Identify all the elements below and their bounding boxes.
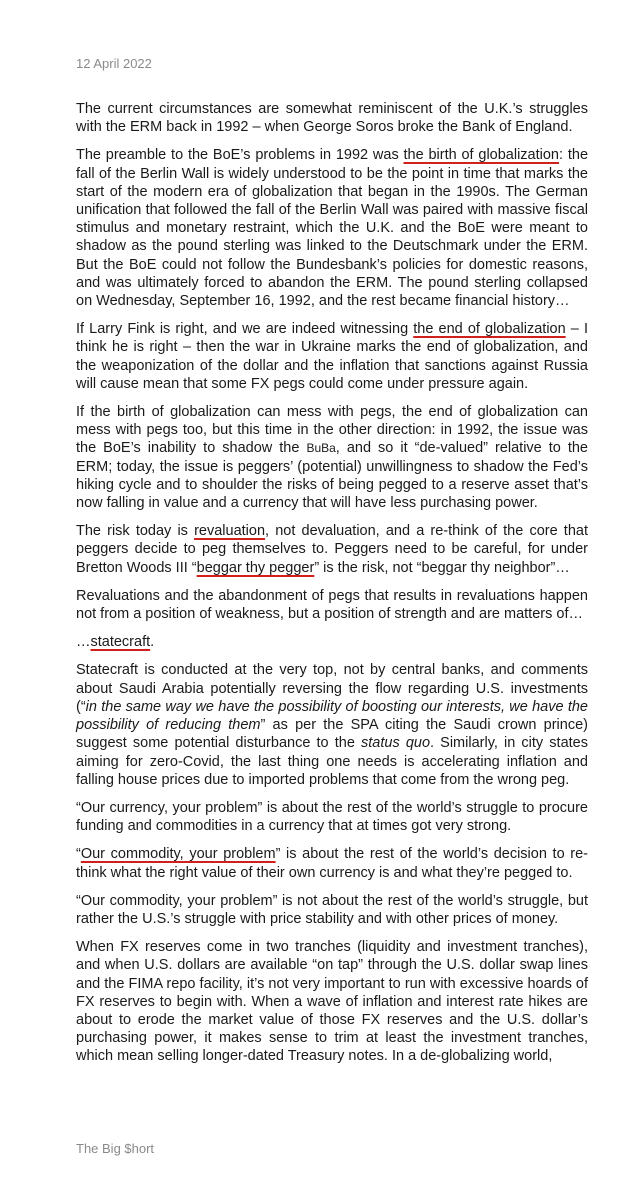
paragraph-5 <box>76 522 588 577</box>
paragraph-3-text-b: – I think he is right – then the war in Ukraine marks the end of globalization, and the weaponization of the dollar and the inflation that sanctions against Russia will cause mean that some FX pegs could come under pressure again. <box>76 321 588 392</box>
statecraft-link[interactable]: statecraft <box>90 634 151 651</box>
paragraph-3 <box>76 320 588 393</box>
paragraph-10 <box>76 845 588 881</box>
article-body <box>76 100 588 1076</box>
buba-term: BuBa <box>306 441 336 456</box>
paragraph-5-text-c: ” is the risk, not “beggar thy neighbor”… <box>314 559 570 576</box>
paragraph-4 <box>76 403 588 512</box>
paragraph-8-text-b: ” as per the SPA citing the Saudi crown prince) suggest some potential disturbance to the <box>76 717 588 752</box>
paragraph-8-text-c: . Similarly, in city states aiming for zero-Covid, the last thing one needs is accelerating inflation and falling house prices due to imported problems that come from the wrong peg. <box>76 735 588 788</box>
paragraph-7-text-a: … <box>76 634 91 651</box>
revaluation-link[interactable]: revaluation <box>194 523 266 540</box>
paragraph-8 <box>76 661 588 788</box>
paragraph-5-text-a: The risk today is <box>76 523 195 540</box>
paragraph-2 <box>76 146 588 310</box>
beggar-thy-pegger-link[interactable]: beggar thy pegger <box>196 559 315 576</box>
paragraph-5-text-b: , not devaluation, and a re-think of the core that peggers decide to peg themselves to. Peggers need to be careful, for under Bretton Woods III “ <box>76 523 588 576</box>
paragraph-11: “Our commodity, your problem” is not about the rest of the world’s struggle, but rather the U.S.’s struggle with price stability and with other prices of money. <box>76 892 588 927</box>
paragraph-4-text-b: , and so it “de-valued” relative to the ERM; today, the issue is peggers’ (potential) unwillingness to shadow the Fed’s hiking cycle and to shoulder the risks of being pegged to a reserve asset that’s now falling in value and a currency that will have less purchasing power. <box>76 440 588 512</box>
birth-of-globalization-link[interactable]: the birth of globalization <box>403 147 560 164</box>
report-date: 12 April 2022 <box>76 56 152 71</box>
paragraph-12: When FX reserves come in two tranches (liquidity and investment tranches), and when U.S. dollars are available “on tap” through the U.S. dollar swap lines and the FIMA repo facility, it’s not very important to run with excessive hoards of FX reserves to begin with. When a wave of inflation and interest rate hikes are about to erode the market value of those FX reserves and the U.S. dollar’s purchasing power, it makes sense to trim at least the investment tranches, which mean selling longer-dated Treasury notes. In a de-globalizing world, <box>76 939 588 1065</box>
paragraph-3-text-a: If Larry Fink is right, and we are indeed witnessing <box>76 321 414 338</box>
paragraph-9: “Our currency, your problem” is about the rest of the world’s struggle to procure funding and commodities in a currency that at times got very strong. <box>76 799 588 835</box>
status-quo-term: status quo <box>361 735 431 752</box>
paragraph-2-text-a: The preamble to the BoE’s problems in 1992 was <box>76 147 404 164</box>
saudi-quote: in the same way we have the possibility of boosting our interests, we have the possibility of reducing them <box>76 698 588 734</box>
paragraph-8-text-a: Statecraft is conducted at the very top, not by central banks, and comments about Saudi Arabia potentially reversing the flow regarding U.S. investments (“ <box>76 662 588 715</box>
paragraph-4-text-a: If the birth of globalization can mess with pegs, the end of globalization can mess with pegs too, but this time in the other direction: in 1992, the issue was the BoE’s inability to shadow the <box>76 404 588 457</box>
paragraph-10-text-b: ” is about the rest of the world’s decision to re-think what the right value of their own currency is and what they’re pegged to. <box>76 846 588 881</box>
paragraph-7 <box>76 633 588 651</box>
paragraph-6: Revaluations and the abandonment of pegs that results in revaluations happen not from a position of weakness, but a position of strength and are matters of… <box>76 587 588 623</box>
paragraph-1: The current circumstances are somewhat reminiscent of the U.K.’s struggles with the ERM back in 1992 – when George Soros broke the Bank of England. <box>76 101 588 136</box>
footer-brand: The Big $hort <box>76 1141 155 1156</box>
paragraph-7-text-b: . <box>150 634 155 651</box>
paragraph-10-text-a: “ <box>76 846 81 863</box>
paragraph-2-text-b: : the fall of the Berlin Wall is widely understood to be the point in time that marks the start of the modern era of globalization that began in the 1990s. The German unification that followed the fall of the Berlin Wall was paired with massive fiscal stimulus and monetary restraint, which the U.K. and the BoE were meant to shadow as the pound sterling was linked to the Deutschmark under the ERM. But the BoE could not follow the Bundesbank’s policies for domestic reasons, and was ultimately forced to abandon the ERM. The pound sterling collapsed on Wednesday, September 16, 1992, and the rest became financial history… <box>76 147 589 310</box>
end-of-globalization-link[interactable]: the end of globalization <box>413 321 566 338</box>
our-commodity-your-problem-link[interactable]: Our commodity, your problem <box>80 846 276 863</box>
